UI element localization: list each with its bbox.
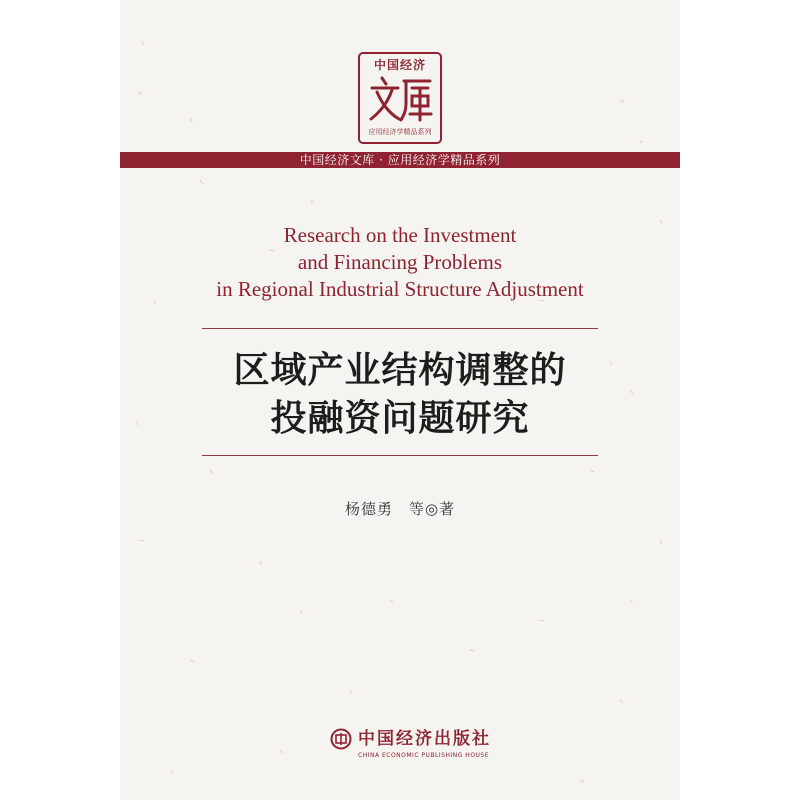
- divider-top: [202, 328, 598, 329]
- english-title-line: in Regional Industrial Structure Adjustment: [216, 277, 584, 301]
- seal-bottom-text: 应用经济学精品系列: [368, 128, 432, 136]
- english-title-line: Research on the Investment: [283, 223, 517, 247]
- author-line: 杨德勇 等◎著: [344, 500, 456, 518]
- publisher-name: 中国经济出版社: [358, 729, 491, 749]
- chinese-title-line: 区域产业结构调整的: [233, 349, 567, 391]
- series-band: [120, 152, 680, 168]
- seal-logo-icon: [368, 74, 434, 122]
- divider-bottom: [202, 455, 598, 456]
- chinese-title-line: 投融资问题研究: [270, 397, 530, 439]
- publisher-logo-icon: [330, 728, 352, 750]
- publisher-imprint: [330, 728, 510, 762]
- chinese-title: [120, 346, 680, 442]
- english-title: [120, 222, 680, 303]
- series-seal-logo: [358, 52, 442, 144]
- series-title: 中国经济文库 · 应用经济学精品系列: [299, 153, 501, 167]
- book-cover: [120, 0, 680, 800]
- seal-top-text: 中国经济: [373, 58, 426, 72]
- english-title-line: and Financing Problems: [297, 250, 503, 274]
- publisher-name-english: CHINA ECONOMIC PUBLISHING HOUSE: [358, 752, 490, 759]
